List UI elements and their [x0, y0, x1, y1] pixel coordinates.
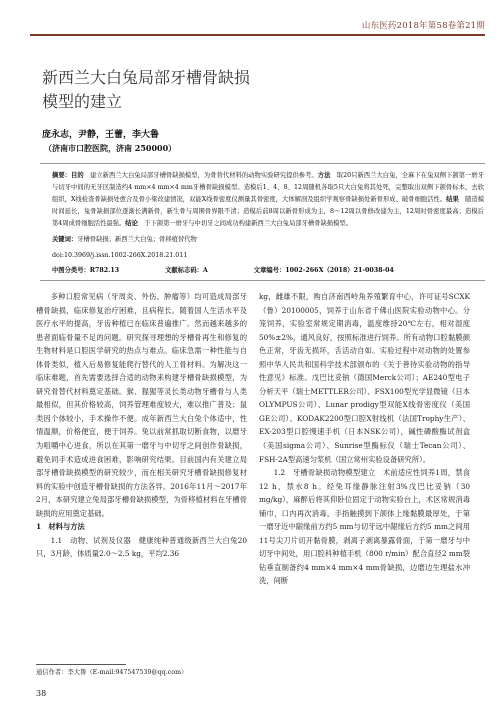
results-text: 随造模时间延长，兔骨缺损部位逐渐长满新骨，新生骨与周围骨界限不清；造模后前8周以新骨形成为主，8～12周以骨修改建为主，12周时骨密度最高；造模后第4周成骨细胞活性最强。: [52, 196, 484, 228]
footnote-rule: [36, 664, 126, 665]
header-rule: [30, 34, 485, 36]
affiliation: （济南市口腔医院，济南 250000）: [44, 143, 177, 153]
keywords-text: 牙槽骨缺损；新西兰大白兔；骨移植替代物: [77, 236, 197, 243]
document-code: 文献标志码：A: [165, 267, 208, 274]
doi: doi:10.3969/j.issn.1002-266X.2018.21.011: [52, 252, 188, 259]
journal-header: 山东医药2018年第58卷第21期: [361, 21, 485, 31]
conclusion-text: 于下颌第一磨牙与中切牙之间成功构建新西兰大白兔局部牙槽骨缺损模型。: [144, 220, 352, 228]
conclusion-label: 结论: [125, 220, 138, 228]
article-title: [42, 66, 342, 114]
intro-paragraph: 多种口腔常见病（牙周炎、外伤、肿瘤等）均可造成局部牙槽骨缺损，临床修复治疗困难，且病程长。随着国人生活水平及医疗水平的提高，牙齿种植已在临床普遍推广。然而越来越多的患者面临骨量不足的问题。研究探寻理想的牙槽骨再生和修复的生物材料是口腔医学研究的热点与难点。临床急需一种性能与自体骨类似，植入后易修复能爬行替代的人工骨材料。为解决这一临床难题，首先需要选择合适的动物来构建牙槽骨缺损模型，为研究骨替代材料奠定基础。猴、猩猩等灵长类动物牙槽骨与人类最相似，但其价格较高，饲养管理难度较大，难以推广普及；鼠类因个体较小，手术操作不便。成年新西兰大白兔个体适中，性情温顺，价格便宜，便于饲养。兔以前常抓取切断食物，以磨牙为咀嚼中心进食，所以在其第一磨牙与中切牙之间创作骨缺损，避免同手术造成进食困难，影响研究结果。目前国内有关建立局部牙槽骨缺损模型的研究较少，而在相关研究牙槽骨缺损修复材料的实验中创造牙槽骨缺损的方法各异。2016年11月～2017年2月，本研究建立兔局部牙槽骨缺损模型，为骨移植材料在牙槽骨缺损的应用奠定基础。: [36, 292, 247, 518]
results-label: 结果: [446, 196, 459, 204]
abstract-text: [52, 170, 484, 230]
keywords-label: 关键词：: [52, 236, 78, 243]
title-line-1: 新西兰大白兔局部牙槽骨缺损: [42, 68, 251, 87]
objective-text: 建立新西兰大白兔局部牙槽骨缺损模型，为骨替代材料的动物实验研究提供参考。: [89, 172, 318, 179]
article-number: 文章编号：1002-266X（2018）21-0038-04: [253, 267, 394, 274]
body-column-right: [259, 290, 470, 588]
keywords-line: [52, 234, 197, 246]
methods-label: 方法: [317, 172, 331, 179]
corresponding-author-note: 通信作者：李大鲁（E-mail:947547539@qq.com）: [36, 669, 188, 676]
page-number: 38: [36, 689, 47, 698]
animals-continued-paragraph: kg，雌雄不限，购自济南西岭角养殖繁育中心，许可证号SCXK（鲁）20100005，饲养于山东省千佛山医院实验动物中心。分笼饲养，实验室常规定期消毒，温度维持20℃左右，相对湿度50%±2%，通风良好，按照标准进行饲养。所有动物口腔黏膜颜色正常，牙齿无损坏，舌活动自如。实验过程中对动物的处置参照中华人民共和国科学技术部颁布的《关于善待实验动物的指导性意见》标准。戊巴比妥钠（德国Merck公司）；AE240型电子分析天平（瑞士METTLER公司）、FSX100型光学显微镜（日本OLYMPUS公司）、Lunar prodigy型双能X线骨密度仪（美国GE公司）、KODAK2200型口腔X射线机（法国Trophy生产）、EX-203型口腔慢速手机（日本NSK公司），碱性磷酸酶试剂盒（美国sigma公司）、Sunrise型酶标仪（瑞士Tecan公司）、FSH-2A型高速匀浆机（国立常州实验设备研究所）。: [259, 292, 470, 464]
model-paragraph: 1.2 牙槽骨缺损动物模型建立 术前适应性饲养1周，禁食12 h，禁水8 h。经兔耳缘静脉注射3%戊巴比妥钠（30 mg/kg），麻醉后将其仰卧位固定于动物实验台上，术区常规消毒铺巾，口内再次消毒，手指触摸到下颌体上缘黏膜最厚处，于第一磨牙近中龈缘前方约5 mm与切牙远中龈缘后方约5 mm之间用11号尖刀片切开黏骨膜，剥离子剥离暴露骨面，于第一磨牙与中切牙中间处，用口腔科种植手机（800 r/min）配合直径2 mm裂钻垂直制备约4 mm×4 mm×4 mm骨缺损，边磨边生理盐水冲洗，间断: [259, 468, 470, 586]
clc-number: 中图分类号：R782.13: [52, 267, 120, 274]
title-line-2: 模型的建立: [42, 92, 123, 111]
body-column-left: [36, 290, 247, 561]
objective-label: 摘要：目的: [52, 172, 84, 179]
methods-text: 取20只新西兰大白兔，全麻下在兔双侧下颌第一磨牙与切牙中间的无牙区制造约4 mm×4 mm×4 mm牙槽骨缺损模型。造模后1、4、8、12周随机各取5只大白兔将其处死，完整取出双侧下颌骨标本，去软组织，X线检查骨缺损处愈合及骨小梁改建情况，双能X线骨密度仪测量其骨密度，大体解剖及组织学观察骨缺损处新骨形成、破骨细胞活性。: [52, 172, 484, 204]
classification-line: [52, 265, 394, 277]
section-heading-materials: 1 材料与方法: [36, 522, 85, 532]
animals-paragraph: 1.1 动物、试剂及仪器 健康纯种普通级新西兰大白兔20只，3月龄，体质量2.0～2.5 kg，平均2.36: [36, 535, 247, 559]
authors: 庞永志，尹静，王蕾，李大鲁: [42, 130, 160, 140]
